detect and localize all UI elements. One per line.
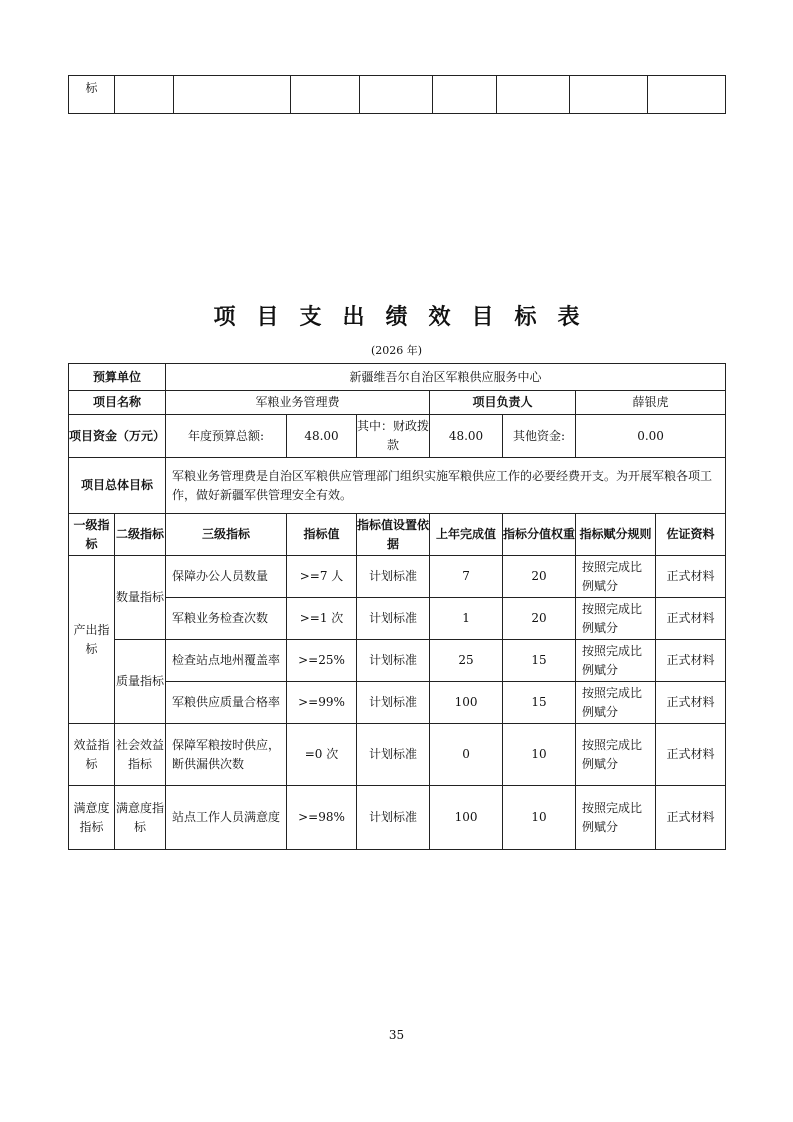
header-level1: 一级指标 bbox=[69, 514, 115, 556]
previous-table-fragment bbox=[68, 75, 726, 114]
indicator-evidence: 正式材料 bbox=[656, 682, 726, 724]
budget-unit-value: 新疆维吾尔自治区军粮供应服务中心 bbox=[166, 364, 726, 391]
table-row bbox=[69, 458, 726, 514]
project-name-label: 项目名称 bbox=[69, 391, 166, 415]
page-title: 项目支出绩效目标表 bbox=[213, 305, 601, 330]
owner-label: 项目负责人 bbox=[430, 391, 576, 415]
indicator-name: 保障办公人员数量 bbox=[166, 556, 287, 598]
level2-satisfaction: 满意度指标 bbox=[115, 786, 166, 850]
header-level3: 三级指标 bbox=[166, 514, 287, 556]
header-basis: 指标值设置依据 bbox=[357, 514, 430, 556]
indicator-weight: 10 bbox=[503, 724, 576, 786]
goal-label: 项目总体目标 bbox=[69, 458, 166, 514]
annual-budget-label: 年度预算总额: bbox=[166, 415, 287, 458]
table-row bbox=[69, 391, 726, 415]
table-cell bbox=[648, 76, 726, 114]
header-last-year: 上年完成值 bbox=[430, 514, 503, 556]
indicator-basis: 计划标准 bbox=[357, 556, 430, 598]
table-row bbox=[69, 640, 726, 682]
table-row bbox=[69, 724, 726, 786]
indicator-weight: 10 bbox=[503, 786, 576, 850]
indicator-basis: 计划标准 bbox=[357, 640, 430, 682]
indicator-name: 军粮业务检查次数 bbox=[166, 598, 287, 640]
level2-quality: 质量指标 bbox=[115, 640, 166, 724]
year-label: (2026 年) bbox=[370, 344, 423, 357]
funds-label: 项目资金（万元） bbox=[69, 415, 166, 458]
table-header-row bbox=[69, 514, 726, 556]
indicator-value: =0 次 bbox=[287, 724, 357, 786]
indicator-last-year: 7 bbox=[430, 556, 503, 598]
fiscal-label: 其中：财政拨款 bbox=[357, 415, 430, 458]
other-funds-value: 0.00 bbox=[576, 415, 726, 458]
indicator-basis: 计划标准 bbox=[357, 598, 430, 640]
indicator-basis: 计划标准 bbox=[357, 724, 430, 786]
indicator-basis: 计划标准 bbox=[357, 786, 430, 850]
indicator-rule: 按照完成比例赋分 bbox=[576, 556, 656, 598]
goal-value: 军粮业务管理费是自治区军粮供应管理部门组织实施军粮供应工作的必要经费开支。为开展军粮各项工作，做好新疆军供管理安全有效。 bbox=[166, 458, 726, 514]
header-rule: 指标赋分规则 bbox=[576, 514, 656, 556]
level1-output: 产出指标 bbox=[69, 556, 115, 724]
table-row bbox=[69, 786, 726, 850]
table-row bbox=[69, 682, 726, 724]
indicator-evidence: 正式材料 bbox=[656, 556, 726, 598]
header-evidence: 佐证资料 bbox=[656, 514, 726, 556]
header-level2: 二级指标 bbox=[115, 514, 166, 556]
indicator-weight: 15 bbox=[503, 682, 576, 724]
indicator-last-year: 1 bbox=[430, 598, 503, 640]
indicator-rule: 按照完成比例赋分 bbox=[576, 724, 656, 786]
level2-quantity: 数量指标 bbox=[115, 556, 166, 640]
indicator-last-year: 100 bbox=[430, 682, 503, 724]
indicator-value: >=99% bbox=[287, 682, 357, 724]
budget-unit-label: 预算单位 bbox=[69, 364, 166, 391]
table-cell bbox=[570, 76, 648, 114]
indicator-evidence: 正式材料 bbox=[656, 640, 726, 682]
table-cell bbox=[291, 76, 360, 114]
table-row bbox=[69, 76, 726, 114]
other-funds-label: 其他资金: bbox=[503, 415, 576, 458]
level1-satisfaction: 满意度指标 bbox=[69, 786, 115, 850]
indicator-value: >=25% bbox=[287, 640, 357, 682]
annual-budget-value: 48.00 bbox=[287, 415, 357, 458]
fiscal-value: 48.00 bbox=[430, 415, 503, 458]
indicator-name: 保障军粮按时供应，断供漏供次数 bbox=[166, 724, 287, 786]
indicator-name: 站点工作人员满意度 bbox=[166, 786, 287, 850]
indicator-last-year: 0 bbox=[430, 724, 503, 786]
indicator-name: 军粮供应质量合格率 bbox=[166, 682, 287, 724]
project-name-value: 军粮业务管理费 bbox=[166, 391, 430, 415]
indicator-rule: 按照完成比例赋分 bbox=[576, 682, 656, 724]
indicator-weight: 15 bbox=[503, 640, 576, 682]
indicator-evidence: 正式材料 bbox=[656, 598, 726, 640]
header-weight: 指标分值权重 bbox=[503, 514, 576, 556]
indicator-last-year: 100 bbox=[430, 786, 503, 850]
indicator-rule: 按照完成比例赋分 bbox=[576, 598, 656, 640]
table-row bbox=[69, 364, 726, 391]
indicator-rule: 按照完成比例赋分 bbox=[576, 640, 656, 682]
table-cell bbox=[360, 76, 433, 114]
table-cell bbox=[115, 76, 174, 114]
indicator-basis: 计划标准 bbox=[357, 682, 430, 724]
table-row bbox=[69, 598, 726, 640]
indicator-weight: 20 bbox=[503, 556, 576, 598]
page-number: 35 bbox=[388, 1028, 405, 1042]
owner-value: 薛银虎 bbox=[576, 391, 726, 415]
table-cell: 标 bbox=[69, 76, 115, 114]
indicator-value: >=1 次 bbox=[287, 598, 357, 640]
indicator-value: >=7 人 bbox=[287, 556, 357, 598]
indicator-weight: 20 bbox=[503, 598, 576, 640]
level2-social: 社会效益指标 bbox=[115, 724, 166, 786]
indicator-value: >=98% bbox=[287, 786, 357, 850]
table-row bbox=[69, 556, 726, 598]
table-cell bbox=[433, 76, 497, 114]
table-row bbox=[69, 415, 726, 458]
performance-table bbox=[68, 363, 726, 850]
indicator-name: 检查站点地州覆盖率 bbox=[166, 640, 287, 682]
header-value: 指标值 bbox=[287, 514, 357, 556]
indicator-evidence: 正式材料 bbox=[656, 786, 726, 850]
level1-benefit: 效益指标 bbox=[69, 724, 115, 786]
indicator-last-year: 25 bbox=[430, 640, 503, 682]
indicator-rule: 按照完成比例赋分 bbox=[576, 786, 656, 850]
table-cell bbox=[174, 76, 291, 114]
indicator-evidence: 正式材料 bbox=[656, 724, 726, 786]
table-cell bbox=[497, 76, 570, 114]
